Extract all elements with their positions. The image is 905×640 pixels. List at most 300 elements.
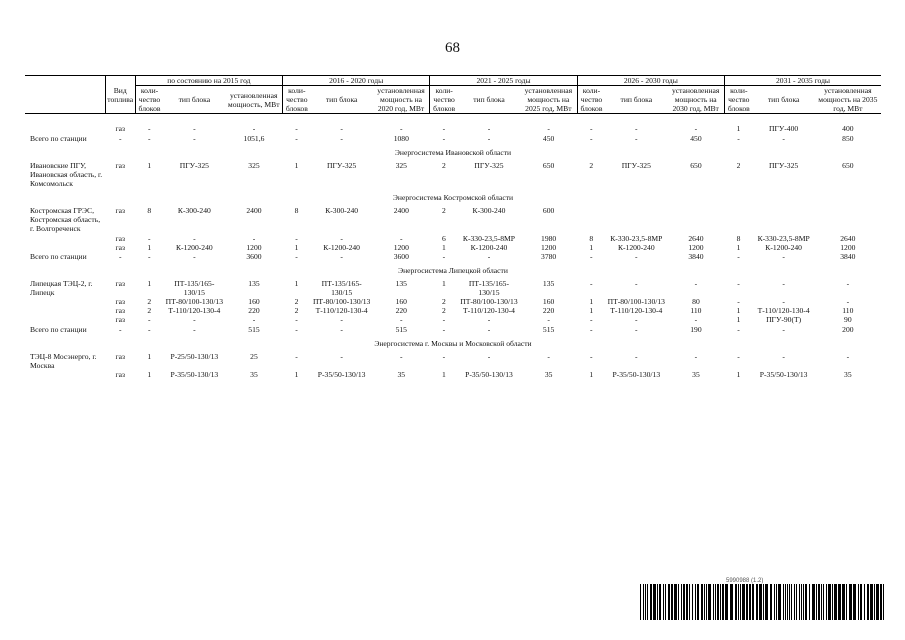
barcode-bar: [864, 584, 865, 620]
block-type-cell: -: [635, 351, 638, 361]
block-type-cell: -: [782, 278, 785, 288]
fuel-cell: газ: [115, 233, 125, 243]
block-type-cell: К-1200-240: [175, 242, 213, 252]
block-type-cell: -: [782, 297, 785, 307]
block-type-cell: Т-110/120-130-4: [757, 306, 810, 316]
capacity-cell: 3600: [393, 251, 409, 261]
block-count-cell: 8: [589, 233, 594, 243]
block-type-cell: Р-35/50-130/13: [759, 369, 808, 379]
capacity-cell: 135: [395, 278, 407, 288]
capacity-cell: 35: [250, 369, 258, 379]
block-count-cell: 1: [736, 315, 741, 325]
station-name: [25, 124, 105, 133]
barcode-number: 5990988 (1.2): [726, 578, 764, 584]
block-count-cell: -: [737, 133, 740, 143]
block-type-cell: -: [635, 124, 638, 134]
block-count-cell: -: [295, 351, 298, 361]
block-type-cell: -: [340, 124, 343, 134]
block-type-cell: -: [782, 251, 785, 261]
barcode-bar: [704, 584, 705, 620]
header-period-2026-2030: 2026 - 2030 годы: [577, 76, 724, 86]
capacity-cell: 3780: [541, 251, 557, 261]
table-row: [25, 370, 881, 379]
block-count-cell: 1: [589, 369, 594, 379]
capacity-cell: 1200: [840, 242, 856, 252]
capacity-cell: 3840: [688, 251, 704, 261]
barcode-bar: [647, 584, 648, 620]
block-type-cell: -: [487, 124, 491, 134]
block-type-cell: ПГУ-325: [621, 160, 651, 170]
barcode-bar: [759, 584, 762, 620]
block-count-cell: 1: [294, 369, 299, 379]
block-count-cell: -: [737, 251, 740, 261]
block-type-cell: -: [635, 315, 638, 325]
subheader-0-1: тип блока: [163, 86, 225, 114]
block-type-cell: К-330-23,5-8МР: [610, 233, 663, 243]
table-row: [25, 306, 881, 315]
capacity-cell: 200: [842, 324, 854, 334]
barcode-bar: [849, 584, 852, 620]
capacity-cell: 1051,6: [243, 133, 265, 143]
barcode-bar: [801, 584, 802, 620]
capacity-cell: -: [547, 351, 550, 361]
table-body: [25, 114, 881, 379]
capacity-cell: 2400: [246, 206, 262, 216]
block-type-cell: -: [193, 324, 196, 334]
block-count-cell: 2: [147, 297, 152, 307]
capacity-cell: 35: [844, 369, 852, 379]
block-count-cell: 6: [441, 233, 446, 243]
block-count-cell: 1: [736, 242, 741, 252]
block-type-cell: К-1200-240: [323, 242, 360, 252]
block-type-cell: ПТ-135/165-130/15: [174, 278, 215, 298]
subheader-2-2: установленная мощность на 2025 год, МВт: [520, 86, 577, 114]
barcode-bar: [846, 584, 847, 620]
barcode-bar: [640, 584, 641, 620]
block-count-cell: 1: [294, 160, 299, 170]
barcode-bar: [715, 584, 716, 620]
capacity-cell: -: [846, 278, 850, 288]
header-period-2016-2020: 2016 - 2020 годы: [283, 76, 430, 86]
station-name: Всего по станции: [30, 133, 87, 143]
barcode-bar: [794, 584, 795, 620]
block-count-cell: -: [737, 278, 740, 288]
barcode-bar: [832, 584, 833, 620]
barcode-bar: [671, 584, 673, 620]
header-period-2031-2035: 2031 - 2035 годы: [725, 76, 881, 86]
capacity-cell: 2400: [393, 206, 409, 216]
block-type-cell: Р-35/50-130/13: [170, 369, 219, 379]
barcode-bar: [653, 584, 656, 620]
subheader-2-0: коли-чество блоков: [430, 86, 458, 114]
capacity-cell: 110: [842, 306, 854, 316]
barcode-bar: [783, 584, 784, 620]
barcode-bar: [695, 584, 696, 620]
station-name: [25, 297, 105, 306]
barcode-bar: [838, 584, 841, 620]
capacity-cell: -: [400, 351, 403, 361]
block-count-cell: 2: [441, 306, 446, 316]
capacity-cell: -: [846, 351, 850, 361]
capacity-cell: 1200: [393, 242, 409, 252]
barcode-bar: [668, 584, 670, 620]
block-type-cell: -: [193, 315, 196, 325]
capacity-cell: 325: [395, 160, 407, 170]
capacity-cell: 110: [690, 306, 702, 316]
subheader-3-1: тип блока: [605, 86, 667, 114]
block-count-cell: -: [147, 315, 151, 325]
block-type-cell: Т-110/120-130-4: [168, 306, 221, 316]
capacity-cell: 35: [692, 369, 700, 379]
block-type-cell: -: [635, 133, 638, 143]
station-name: Всего по станции: [30, 251, 87, 261]
capacity-cell: -: [846, 297, 850, 307]
table-row: [25, 234, 881, 243]
barcode-bar: [740, 584, 741, 620]
block-count-cell: -: [295, 124, 298, 134]
block-type-cell: -: [340, 251, 343, 261]
block-count-cell: -: [737, 351, 740, 361]
block-count-cell: -: [147, 324, 151, 334]
block-count-cell: -: [737, 297, 740, 307]
capacity-cell: 515: [248, 324, 260, 334]
block-type-cell: -: [782, 133, 785, 143]
barcode-bar: [659, 584, 661, 620]
block-type-cell: ПГУ-325: [327, 160, 357, 170]
table-row: [25, 243, 881, 252]
block-type-cell: ПГУ-325: [769, 160, 799, 170]
barcode-image: [640, 584, 884, 620]
spacer-cell: [25, 114, 881, 125]
barcode-bar: [853, 584, 856, 620]
barcode-bar: [681, 584, 682, 620]
block-type-cell: [605, 206, 667, 233]
barcode-bar: [645, 584, 646, 620]
block-type-cell: -: [635, 324, 638, 334]
barcode-bar: [657, 584, 658, 620]
capacity-cell: 1980: [541, 233, 557, 243]
block-type-cell: -: [487, 133, 491, 143]
barcode-bar: [701, 584, 703, 620]
station-name: Всего по станции: [30, 324, 87, 334]
barcode-bar: [818, 584, 820, 620]
barcode-bar: [674, 584, 677, 620]
barcode-bar: [725, 584, 728, 620]
block-type-cell: Р-35/50-130/13: [612, 369, 661, 379]
block-count-cell: -: [589, 251, 593, 261]
block-count-cell: -: [147, 251, 151, 261]
block-count-cell: 1: [441, 369, 446, 379]
capacity-cell: 600: [542, 206, 555, 216]
capacity-cell: 25: [250, 351, 258, 361]
block-count-cell: -: [442, 251, 446, 261]
capacity-cell: -: [694, 278, 698, 288]
capacity-cell: 1080: [393, 133, 409, 143]
block-type-cell: ПГУ-400: [769, 124, 799, 134]
fuel-cell: -: [118, 324, 122, 334]
fuel-cell: газ: [115, 242, 125, 252]
header-period-2015: по состоянию на 2015 год: [135, 76, 282, 86]
capacity-cell: -: [694, 124, 698, 134]
block-count-cell: 1: [147, 160, 152, 170]
block-count-cell: -: [442, 133, 446, 143]
barcode-bar: [692, 584, 693, 620]
block-count-cell: 1: [736, 369, 741, 379]
fuel-cell: -: [118, 251, 122, 261]
header-period-2021-2025: 2021 - 2025 годы: [430, 76, 577, 86]
capacity-cell: 1200: [541, 242, 557, 252]
block-type-cell: -: [193, 124, 196, 134]
fuel-cell: газ: [115, 297, 125, 307]
table-row: [25, 124, 881, 133]
subheader-4-1: тип блока: [753, 86, 815, 114]
block-count-cell: -: [589, 324, 593, 334]
barcode-bar: [763, 584, 764, 620]
barcode-bar: [789, 584, 790, 620]
block-type-cell: К-300-240: [325, 206, 359, 216]
barcode-bar: [683, 584, 685, 620]
barcode-bar: [803, 584, 804, 620]
subheader-0-0: коли-чество блоков: [135, 86, 163, 114]
barcode-bar: [730, 584, 733, 620]
block-type-cell: -: [487, 351, 491, 361]
block-count-cell: [577, 206, 605, 233]
block-type-cell: -: [340, 351, 343, 361]
subheader-3-2: установленная мощность на 2030 год, МВт: [667, 86, 724, 114]
block-count-cell: -: [589, 278, 593, 288]
capacity-cell: 1200: [246, 242, 262, 252]
capacity-cell: 450: [542, 133, 555, 143]
block-type-cell: -: [487, 324, 491, 334]
capacity-cell: 220: [395, 306, 407, 316]
block-count-cell: 1: [147, 351, 152, 361]
block-type-cell: ПТ-135/165-130/15: [321, 278, 362, 298]
fuel-cell: газ: [115, 160, 125, 170]
barcode-bar: [842, 584, 845, 620]
region-title: Энергосистема Костромской области: [392, 193, 514, 203]
capacity-cell: 2640: [688, 233, 704, 243]
barcode-bar: [883, 584, 884, 620]
block-type-cell: -: [340, 315, 343, 325]
block-type-cell: [753, 206, 815, 233]
barcode-bar: [742, 584, 745, 620]
capacity-cell: 160: [248, 297, 260, 307]
station-name: Липецкая ТЭЦ-2, г. Липецк: [30, 278, 93, 298]
block-type-cell: К-300-240: [472, 206, 506, 216]
capacity-cell: -: [400, 124, 403, 134]
region-header-row: [25, 143, 881, 161]
barcode-bar: [697, 584, 699, 620]
fuel-cell: газ: [115, 369, 125, 379]
capacity-cell: [815, 206, 881, 233]
block-count-cell: -: [442, 124, 446, 134]
barcode-bar: [643, 584, 644, 620]
capacity-cell: 160: [395, 297, 407, 307]
table-row: [25, 279, 881, 297]
block-type-cell: Р-25/50-130/13: [170, 351, 219, 361]
block-count-cell: -: [589, 351, 593, 361]
block-count-cell: 1: [441, 278, 446, 288]
barcode-bar: [765, 584, 768, 620]
block-count-cell: 2: [147, 306, 152, 316]
block-type-cell: -: [635, 251, 638, 261]
block-type-cell: К-300-240: [177, 206, 211, 216]
block-count-cell: -: [147, 133, 151, 143]
capacity-cell: 220: [248, 306, 260, 316]
subheader-2-1: тип блока: [458, 86, 520, 114]
capacity-cell: -: [252, 315, 256, 325]
block-type-cell: ПГУ-90(Т): [766, 315, 802, 325]
barcode-bar: [717, 584, 719, 620]
capacity-cell: 2640: [840, 233, 856, 243]
block-count-cell: 1: [589, 306, 594, 316]
capacity-cell: 220: [542, 306, 555, 316]
region-title: Энергосистема г. Москвы и Московской области: [374, 338, 532, 348]
block-count-cell: 1: [147, 242, 152, 252]
block-count-cell: -: [295, 315, 298, 325]
block-type-cell: ПГУ-325: [474, 160, 504, 170]
barcode-bar: [826, 584, 827, 620]
table-row: [25, 206, 881, 233]
barcode-bar: [770, 584, 772, 620]
block-count-cell: 1: [147, 369, 152, 379]
fuel-cell: газ: [115, 351, 125, 361]
block-type-cell: -: [193, 233, 196, 243]
capacity-cell: 3600: [246, 251, 262, 261]
barcode-bar: [812, 584, 815, 620]
block-type-cell: Т-110/120-130-4: [315, 306, 368, 316]
block-count-cell: -: [442, 324, 446, 334]
block-count-cell: 2: [441, 297, 446, 307]
barcode-bar: [708, 584, 711, 620]
table-row: [25, 161, 881, 188]
barcode-bar: [828, 584, 831, 620]
station-name: [25, 315, 105, 324]
block-type-cell: Т-110/120-130-4: [462, 306, 515, 316]
block-count-cell: -: [589, 124, 593, 134]
block-type-cell: -: [193, 251, 196, 261]
block-count-cell: -: [442, 315, 446, 325]
subheader-1-1: тип блока: [311, 86, 373, 114]
table-row: [25, 252, 881, 261]
fuel-cell: -: [118, 133, 122, 143]
capacity-cell: 135: [542, 278, 555, 288]
block-count-cell: 2: [441, 160, 446, 170]
capacity-cell: -: [547, 315, 550, 325]
block-count-cell: -: [737, 324, 740, 334]
region-title: Энергосистема Липецкой области: [398, 265, 508, 275]
block-type-cell: Р-35/50-130/13: [465, 369, 513, 379]
barcode-bar: [791, 584, 792, 620]
capacity-cell: 1200: [688, 242, 704, 252]
region-header-row: [25, 188, 881, 206]
subheader-1-0: коли-чество блоков: [283, 86, 311, 114]
block-type-cell: К-330-23,5-8МР: [462, 233, 516, 243]
block-count-cell: 2: [736, 160, 741, 170]
capacity-cell: 515: [395, 324, 407, 334]
table-row: [25, 352, 881, 370]
capacity-cell: -: [400, 233, 403, 243]
barcode-bar: [876, 584, 879, 620]
block-type-cell: ПТ-135/165-130/15: [468, 278, 509, 298]
subheader-0-2: установленная мощность, МВт: [225, 86, 282, 114]
barcode-bar: [799, 584, 800, 620]
barcode-bar: [816, 584, 817, 620]
capacity-cell: 190: [690, 324, 702, 334]
capacity-cell: 650: [842, 160, 854, 170]
barcode-bar: [874, 584, 875, 620]
capacity-cell: -: [252, 233, 256, 243]
block-type-cell: ПТ-80/100-130/13: [165, 297, 224, 307]
fuel-cell: газ: [115, 206, 125, 216]
block-count-cell: -: [589, 315, 593, 325]
block-count-cell: -: [295, 133, 298, 143]
block-count-cell: 1: [736, 306, 741, 316]
block-count-cell: 1: [147, 278, 152, 288]
block-count-cell: 1: [736, 124, 741, 134]
block-count-cell: -: [442, 351, 446, 361]
capacity-cell: 650: [542, 160, 555, 170]
block-type-cell: К-1200-240: [470, 242, 508, 252]
barcode-bar: [870, 584, 873, 620]
block-count-cell: 1: [294, 242, 299, 252]
station-name: [25, 243, 105, 252]
capacity-cell: 90: [844, 315, 852, 325]
fuel-cell: газ: [115, 124, 125, 134]
barcode-bar: [678, 584, 679, 620]
barcode-bar: [735, 584, 737, 620]
barcode-bar: [778, 584, 781, 620]
block-type-cell: -: [487, 315, 491, 325]
table-row: [25, 134, 881, 143]
region-title: Энергосистема Ивановской области: [394, 147, 512, 157]
block-type-cell: ПТ-80/100-130/13: [607, 297, 665, 307]
header-station: [25, 76, 105, 114]
capacity-cell: 850: [842, 133, 854, 143]
fuel-cell: газ: [115, 306, 125, 316]
capacity-cell: 160: [542, 297, 555, 307]
barcode-bar: [858, 584, 859, 620]
block-count-cell: 8: [736, 233, 741, 243]
station-name: Костромская ГРЭС, Костромская область, г. Волгореченск: [30, 206, 101, 234]
page-number: 68: [445, 40, 460, 56]
barcode-bar: [713, 584, 714, 620]
block-type-cell: К-1200-240: [617, 242, 655, 252]
fuel-cell: газ: [115, 315, 125, 325]
region-header-row: [25, 334, 881, 352]
block-type-cell: -: [340, 233, 343, 243]
barcode-bar: [796, 584, 797, 620]
block-count-cell: -: [147, 124, 151, 134]
capacity-cell: 3840: [840, 251, 856, 261]
block-type-cell: Т-110/120-130-4: [610, 306, 663, 316]
capacity-cell: -: [694, 351, 698, 361]
barcode-bar: [880, 584, 882, 620]
capacity-cell: 135: [248, 278, 260, 288]
subheader-4-0: коли-чество блоков: [725, 86, 753, 114]
barcode-bar: [722, 584, 724, 620]
capacity-cell: 400: [842, 124, 854, 134]
barcode-bar: [823, 584, 824, 620]
station-name: [25, 306, 105, 315]
station-name: Ивановские ПГУ, Ивановская область, г. Комсомольск: [30, 160, 103, 188]
block-count-cell: 1: [589, 242, 594, 252]
capacity-cell: -: [252, 124, 256, 134]
block-count-cell: 8: [294, 206, 299, 216]
capacity-cell: 515: [542, 324, 555, 334]
block-type-cell: -: [635, 278, 638, 288]
barcode-bar: [752, 584, 754, 620]
